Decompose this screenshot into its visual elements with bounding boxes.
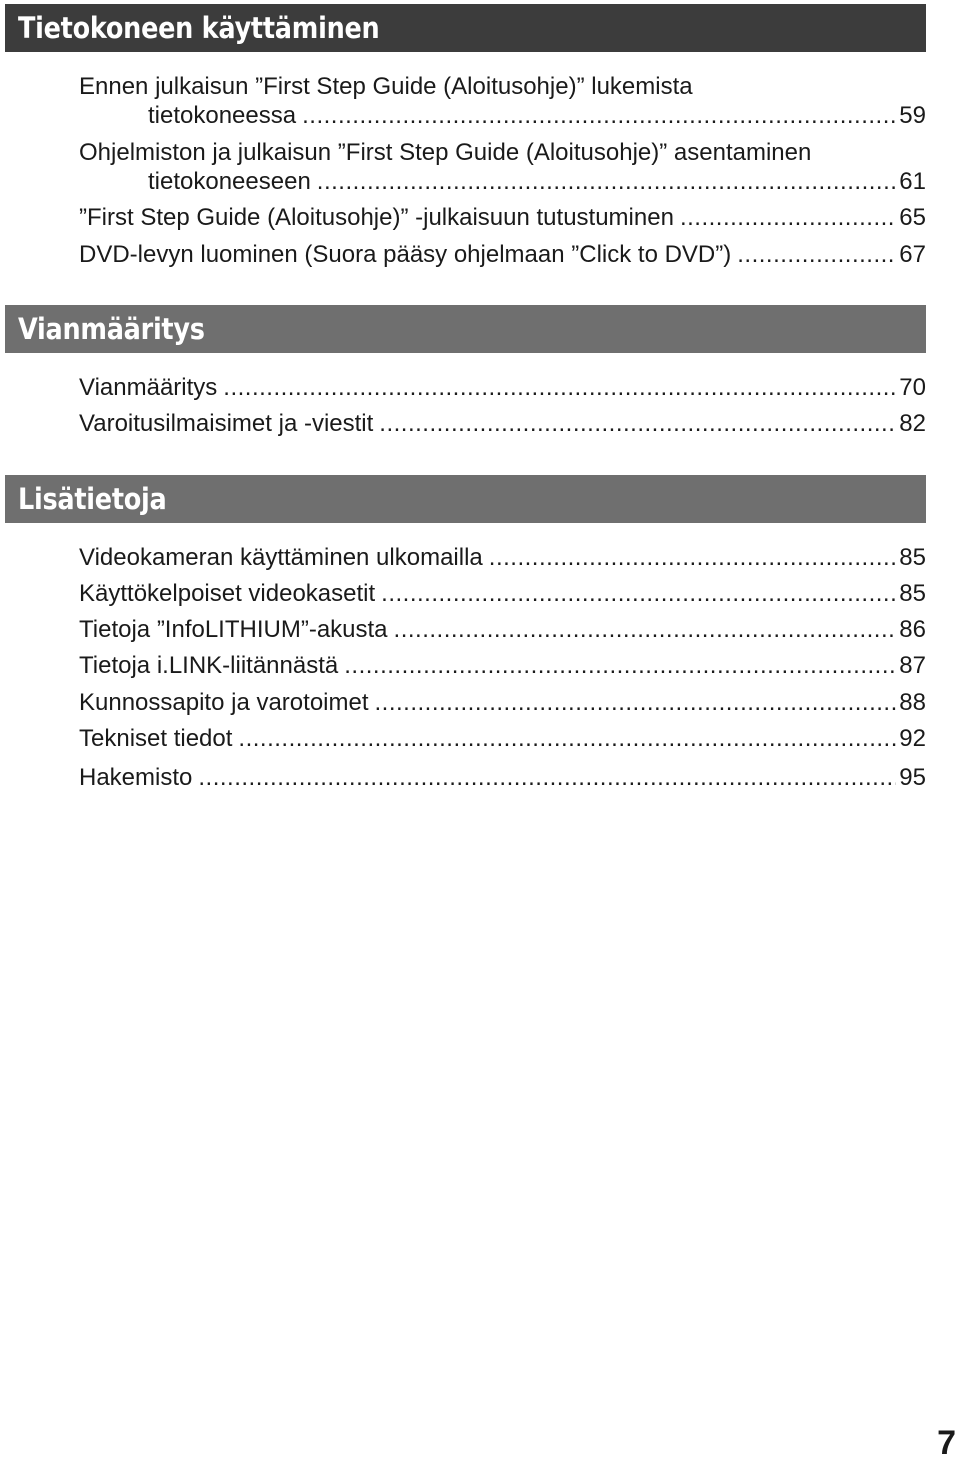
toc-entry[interactable]	[79, 651, 926, 680]
dot-leader	[302, 101, 896, 130]
toc-entry-label: Tietoja i.LINK-liitännästä	[79, 652, 339, 679]
toc-entry-label: Kunnossapito ja varotoimet	[79, 689, 369, 716]
section-title: Vianmääritys	[18, 312, 205, 346]
toc-entry-page: 67	[899, 241, 926, 268]
page-number: 7	[937, 1424, 956, 1462]
toc-entry-label: ”First Step Guide (Aloitusohje)” -julkaisuun tutustuminen	[79, 204, 674, 231]
toc-entry-page: 85	[899, 544, 926, 571]
toc-entry-page: 61	[899, 168, 926, 195]
toc-entry-label: Käyttökelpoiset videokasetit	[79, 580, 376, 607]
dot-leader	[489, 543, 897, 572]
toc-entry-label: Varoitusilmaisimet ja -viestit	[79, 410, 374, 437]
toc-entry-page: 70	[899, 374, 926, 401]
dot-leader	[344, 651, 896, 680]
dot-leader	[223, 373, 896, 402]
toc-entry-label-line1: Ennen julkaisun ”First Step Guide (Aloitusohje)” lukemista	[79, 73, 693, 100]
toc-entry-page: 92	[899, 725, 926, 752]
toc-entry-label: tietokoneeseen	[148, 168, 311, 195]
section-header-tietokoneen-kayttaminen	[5, 4, 926, 52]
section-header-vianmaaritys	[5, 305, 926, 353]
toc-entry-page: 88	[899, 689, 926, 716]
toc-entry-page: 86	[899, 616, 926, 643]
toc-entry[interactable]	[79, 615, 926, 644]
toc-entry-page: 59	[899, 102, 926, 129]
section-header-lisatietoja	[5, 475, 926, 523]
toc-entry-page: 65	[899, 204, 926, 231]
toc-entry[interactable]	[79, 543, 926, 572]
toc-entry-page: 82	[899, 410, 926, 437]
dot-leader	[375, 688, 897, 717]
section-title: Lisätietoja	[18, 482, 167, 516]
toc-entry-label-line1: Ohjelmiston ja julkaisun ”First Step Guide (Aloitusohje)” asentaminen	[79, 139, 812, 166]
toc-entry-label: Vianmääritys	[79, 374, 218, 401]
toc-entry-label: Tekniset tiedot	[79, 725, 233, 752]
toc-entry-page: 95	[899, 764, 926, 791]
toc-entry[interactable]	[79, 763, 926, 792]
toc-entry[interactable]	[79, 579, 926, 608]
toc-entry-label: Hakemisto	[79, 764, 193, 791]
toc-entry-page: 87	[899, 652, 926, 679]
toc-entry-label: Tietoja ”InfoLITHIUM”-akusta	[79, 616, 388, 643]
toc-entry[interactable]	[79, 724, 926, 753]
section-title: Tietokoneen käyttäminen	[18, 11, 380, 45]
toc-entry-label: Videokameran käyttäminen ulkomailla	[79, 544, 483, 571]
toc-entry[interactable]	[79, 240, 926, 269]
dot-leader	[317, 167, 897, 196]
dot-leader	[381, 579, 896, 608]
toc-entry-label: DVD-levyn luominen (Suora pääsy ohjelmaan ”Click to DVD”)	[79, 241, 732, 268]
toc-entry[interactable]	[79, 688, 926, 717]
toc-entry-label: tietokoneessa	[148, 102, 297, 129]
toc-entry-page: 85	[899, 580, 926, 607]
dot-leader	[198, 763, 896, 792]
dot-leader	[238, 724, 896, 753]
toc-entry[interactable]	[79, 373, 926, 402]
dot-leader	[394, 615, 897, 644]
toc-entry[interactable]	[79, 138, 926, 196]
dot-leader	[680, 203, 896, 232]
dot-leader	[379, 409, 896, 438]
toc-entry[interactable]	[79, 72, 926, 130]
toc-entry[interactable]	[79, 409, 926, 438]
dot-leader	[737, 240, 896, 269]
toc-entry[interactable]	[79, 203, 926, 232]
